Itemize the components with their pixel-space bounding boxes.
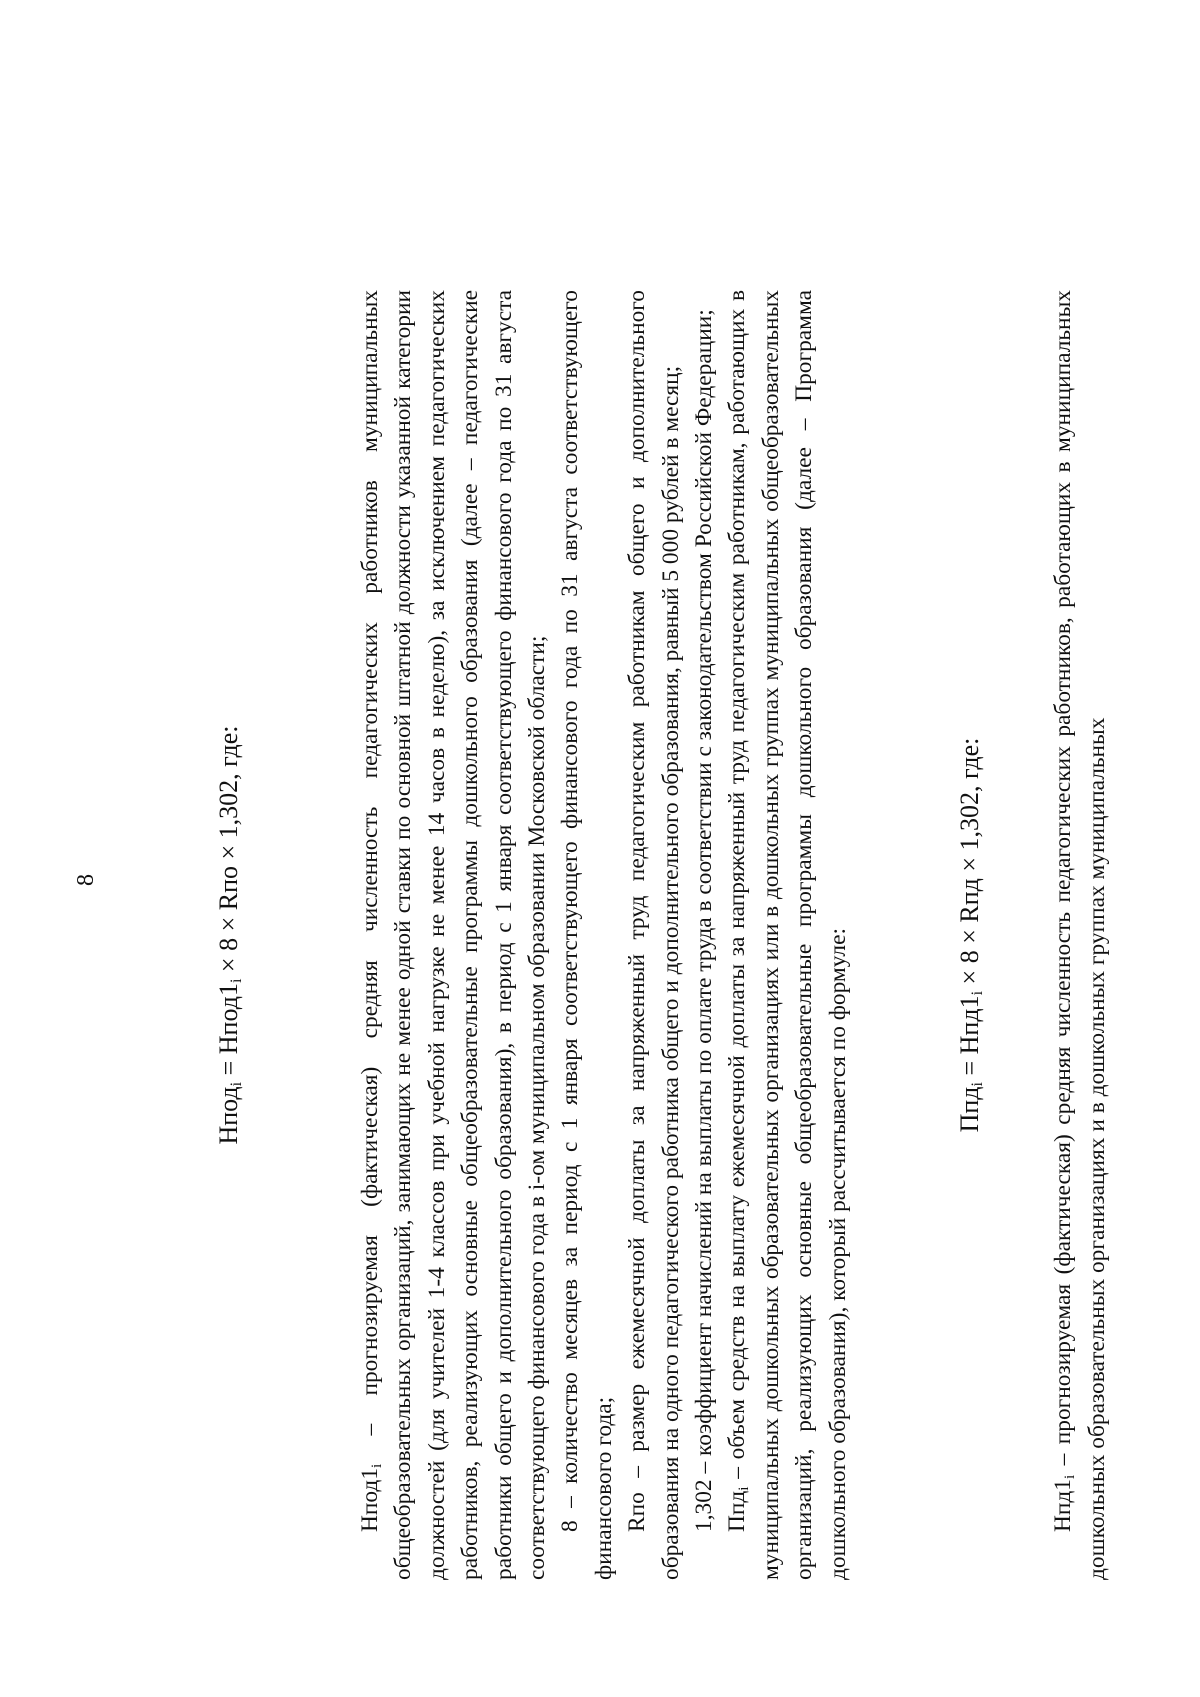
definition-term-subscript: i bbox=[369, 1463, 385, 1468]
formula-lhs: Ппд bbox=[955, 1086, 985, 1133]
definition-npod1 bbox=[354, 290, 554, 1580]
rotated-document-body bbox=[150, 290, 1110, 1580]
formula-rhs-term: = Нпод1 bbox=[214, 983, 243, 1082]
definition-text: – прогнозируемая (фактическая) средняя численность педагогических работников, работающих в муниципальных дошкольных образовательных организациях и в дошкольных группах муниципальных bbox=[1050, 290, 1110, 1580]
formula-rhs-rest: × 8 × Rпд × 1,302, где: bbox=[955, 737, 985, 991]
formula-rhs-rest: × 8 × Rпо × 1,302, где: bbox=[214, 725, 243, 979]
definition-term-subscript: i bbox=[736, 1486, 753, 1491]
page-number: 8 bbox=[72, 874, 99, 886]
formula-lhs: Нпод bbox=[214, 1086, 243, 1145]
definition-text: 8 – количество месяцев за период с 1 января соответствующего финансового года по 31 августа соответствующего финансового года; bbox=[557, 290, 617, 1580]
formula-rhs-term: = Нпд1 bbox=[955, 995, 985, 1083]
definition-rpo bbox=[621, 290, 688, 1580]
definition-coefficient bbox=[688, 290, 721, 1580]
formula-rhs-subscript: i bbox=[228, 978, 245, 984]
definition-term-subscript: i bbox=[1062, 1474, 1079, 1479]
formula-ppd bbox=[951, 290, 989, 1580]
definition-text: Rпо – размер ежемесячной доплаты за напряженный труд педагогическим работникам общего и дополнительного образования на одного педагогического работника общего и дополнительного образования, равный 5 000 рублей в месяц; bbox=[624, 290, 684, 1580]
definition-npd1 bbox=[1047, 290, 1114, 1580]
formula-rhs-subscript: i bbox=[969, 990, 987, 996]
definition-ppd bbox=[721, 290, 855, 1580]
definition-term: Ппд bbox=[724, 1490, 751, 1532]
definition-months bbox=[554, 290, 621, 1580]
definition-text: – прогнозируемая (фактическая) средняя численность педагогических работников муниципальных общеобразовательных организаций, занимающих не менее одной ставки по основной штатной должности указанной категории должностей (для учителей 1-4 классов при учебной нагрузке не менее 14 часов в неделю), за исключением педагогических работников, реализующих основные общеобразовательные программы дошкольного образования (далее – педагогические работники общего и дополнительного образования), в период с 1 января соответствующего финансового года по 31 августа соответствующего финансового года в i-ом муниципальном образовании Московской области; bbox=[357, 290, 551, 1580]
definition-text: 1,302 – коэффициент начислений на выплаты по оплате труда в соответствии с законодательством Российской Федерации; bbox=[691, 309, 718, 1532]
definition-term: Нпод1 bbox=[357, 1467, 383, 1532]
formula-lhs-subscript: i bbox=[969, 1082, 987, 1087]
definition-text: – объем средств на выплату ежемесячной доплаты за напряженный труд педагогическим работникам, работающих в муниципальных дошкольных образовательных организациях или в дошкольных группах муниципальных общеобразовательных организаций, реализующих основные общеобразовательные программы дошкольного образования (далее – Программа дошкольного образования), который рассчитывается по формуле: bbox=[724, 290, 851, 1580]
definition-term: Нпд1 bbox=[1050, 1478, 1077, 1532]
formula-npod bbox=[210, 290, 248, 1580]
formula-lhs-subscript: i bbox=[228, 1081, 245, 1087]
